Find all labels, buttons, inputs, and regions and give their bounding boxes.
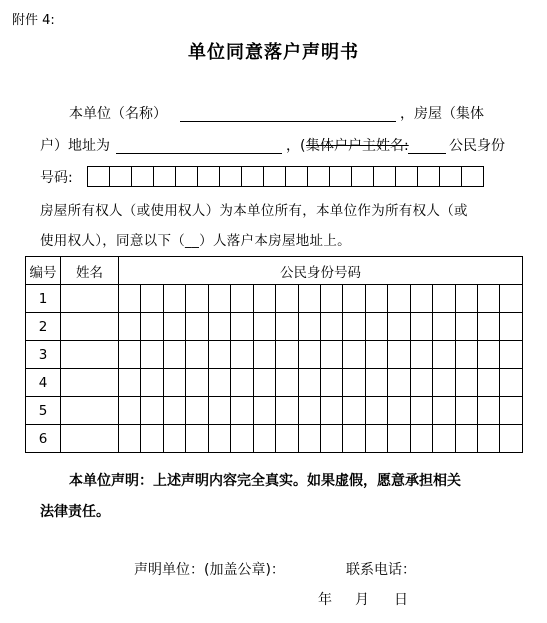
name-cell[interactable] [61,397,119,425]
citizen-id-digit-cell[interactable] [320,285,342,313]
citizen-id-digit-box[interactable] [373,166,396,187]
registrants-table [25,256,523,453]
citizen-id-digit-box[interactable] [109,166,132,187]
citizen-id-digit-box[interactable] [263,166,286,187]
citizen-id-digit-cell[interactable] [253,341,275,369]
citizen-id-digit-cell[interactable] [253,425,275,453]
citizen-id-digit-cell[interactable] [141,397,163,425]
citizen-id-digit-box[interactable] [153,166,176,187]
citizen-id-digit-cell[interactable] [163,369,185,397]
citizen-id-digit-cell[interactable] [365,313,387,341]
citizen-id-digit-box[interactable] [307,166,330,187]
citizen-id-digit-cell[interactable] [388,425,410,453]
housing-label: ，房屋（集体 [400,106,484,122]
citizen-id-digit-cell[interactable] [119,369,141,397]
header-number: 编号 [26,257,61,285]
citizen-id-digit-cell[interactable] [186,425,208,453]
citizen-id-digit-cell[interactable] [298,341,320,369]
unit-name-blank[interactable] [180,121,396,122]
name-cell[interactable] [61,341,119,369]
citizen-id-digit-box[interactable] [87,166,110,187]
citizen-id-digit-cell[interactable] [231,313,253,341]
declaring-unit-seal-label: 声明单位：(加盖公章)： [134,562,285,578]
citizen-id-digit-cell[interactable] [298,425,320,453]
citizen-id-digit-cell[interactable] [478,369,500,397]
citizen-id-digit-cell[interactable] [253,397,275,425]
row-number: 5 [26,397,61,425]
name-cell[interactable] [61,285,119,313]
citizen-id-digit-cell[interactable] [186,397,208,425]
citizen-id-label-a: 公民身份 [449,138,505,154]
citizen-id-digit-cell[interactable] [388,285,410,313]
citizen-id-digit-cell[interactable] [208,313,230,341]
citizen-id-digit-cell[interactable] [119,341,141,369]
ownership-paragraph-line2: 使用权人），同意以下（__）人落户本房屋地址上。 [40,233,351,249]
unit-name-label: 本单位（名称） [69,106,167,122]
citizen-id-digit-cell[interactable] [231,285,253,313]
citizen-id-digit-cell[interactable] [298,369,320,397]
citizen-id-digit-cell[interactable] [141,341,163,369]
row-number: 4 [26,369,61,397]
citizen-id-digit-cell[interactable] [478,397,500,425]
citizen-id-digit-cell[interactable] [343,341,365,369]
citizen-id-digit-cell[interactable] [276,313,298,341]
citizen-id-digit-cell[interactable] [231,397,253,425]
citizen-id-digit-cell[interactable] [343,425,365,453]
citizen-id-digit-cell[interactable] [410,369,432,397]
citizen-id-digit-box[interactable] [285,166,308,187]
citizen-id-digit-cell[interactable] [433,285,455,313]
citizen-id-digit-cell[interactable] [365,285,387,313]
citizen-id-digit-cell[interactable] [500,425,523,453]
citizen-id-digit-cell[interactable] [500,369,523,397]
citizen-id-digit-cell[interactable] [231,341,253,369]
citizen-id-digit-cell[interactable] [455,341,477,369]
citizen-id-digit-cell[interactable] [455,313,477,341]
citizen-id-digit-cell[interactable] [141,313,163,341]
citizen-id-digit-cell[interactable] [410,397,432,425]
citizen-id-digit-cell[interactable] [478,285,500,313]
name-cell[interactable] [61,369,119,397]
citizen-id-digit-cell[interactable] [500,397,523,425]
citizen-id-digit-cell[interactable] [186,313,208,341]
table-row [26,369,523,397]
citizen-id-digit-cell[interactable] [388,341,410,369]
citizen-id-digit-cell[interactable] [208,397,230,425]
table-row [26,397,523,425]
citizen-id-digit-box[interactable] [241,166,264,187]
citizen-id-digit-cell[interactable] [320,313,342,341]
citizen-id-digit-cell[interactable] [343,369,365,397]
citizen-id-digit-cell[interactable] [163,313,185,341]
document-title: 单位同意落户声明书 [188,42,359,63]
citizen-id-digit-cell[interactable] [343,313,365,341]
citizen-id-digit-cell[interactable] [433,425,455,453]
citizen-id-digit-cell[interactable] [208,425,230,453]
citizen-id-digit-box[interactable] [175,166,198,187]
citizen-id-digit-box[interactable] [351,166,374,187]
citizen-id-digit-box[interactable] [197,166,220,187]
row-number: 1 [26,285,61,313]
citizen-id-digit-cell[interactable] [455,369,477,397]
name-cell[interactable] [61,313,119,341]
citizen-id-digit-cell[interactable] [320,425,342,453]
citizen-id-digit-cell[interactable] [500,341,523,369]
citizen-id-digit-cell[interactable] [163,425,185,453]
citizen-id-digit-cell[interactable] [365,397,387,425]
citizen-id-digit-cell[interactable] [388,397,410,425]
citizen-id-digit-cell[interactable] [478,313,500,341]
citizen-id-digit-cell[interactable] [343,285,365,313]
citizen-id-digit-cell[interactable] [388,313,410,341]
row-number: 2 [26,313,61,341]
declaration-line1: 本单位声明：上述声明内容完全真实。如果虚假，愿意承担相关 [69,473,461,489]
citizen-id-digit-cell[interactable] [478,341,500,369]
table-row [26,341,523,369]
citizen-id-digit-cell[interactable] [276,341,298,369]
date-day-label: 日 [394,592,408,608]
address-label: 户）地址为 [40,138,110,154]
citizen-id-digit-cell[interactable] [410,425,432,453]
paren-open: ，( [286,138,306,154]
citizen-id-digit-cell[interactable] [141,425,163,453]
citizen-id-digit-cell[interactable] [410,341,432,369]
citizen-id-digit-cell[interactable] [231,425,253,453]
declaration-line2: 法律责任。 [40,504,110,520]
citizen-id-digit-cell[interactable] [298,285,320,313]
citizen-id-label-b: 号码: [40,170,73,186]
row-number: 3 [26,341,61,369]
citizen-id-digit-box[interactable] [439,166,462,187]
citizen-id-digit-cell[interactable] [186,285,208,313]
attachment-label: 附件 4: [12,13,55,28]
citizen-id-digit-box[interactable] [417,166,440,187]
citizen-id-digit-cell[interactable] [455,397,477,425]
date-year-label: 年 [318,592,332,608]
citizen-id-digit-cell[interactable] [163,341,185,369]
date-month-label: 月 [355,592,369,608]
citizen-id-digit-cell[interactable] [500,313,523,341]
table-row [26,313,523,341]
citizen-id-digit-cell[interactable] [119,285,141,313]
household-head-struck-label: 集体户户主姓名: [306,138,409,154]
citizen-id-digit-cell[interactable] [410,285,432,313]
citizen-id-digit-cell[interactable] [410,313,432,341]
citizen-id-digit-cell[interactable] [298,397,320,425]
citizen-id-digit-cell[interactable] [500,285,523,313]
citizen-id-digit-cell[interactable] [253,369,275,397]
table-header-row [26,257,523,285]
citizen-id-digit-box[interactable] [219,166,242,187]
ownership-paragraph-line1: 房屋所有权人（或使用权人）为本单位所有，本单位作为所有权人（或 [40,203,468,219]
citizen-id-digit-cell[interactable] [478,425,500,453]
citizen-id-digit-box[interactable] [395,166,418,187]
citizen-id-digit-cell[interactable] [365,341,387,369]
citizen-id-digit-cell[interactable] [208,341,230,369]
contact-phone-label: 联系电话： [346,562,416,578]
citizen-id-digit-cell[interactable] [276,425,298,453]
address-blank[interactable] [116,153,282,154]
citizen-id-digit-cell[interactable] [343,397,365,425]
citizen-id-digit-cell[interactable] [455,285,477,313]
citizen-id-digit-cell[interactable] [208,285,230,313]
citizen-id-digit-cell[interactable] [119,313,141,341]
citizen-id-digit-cell[interactable] [208,369,230,397]
citizen-id-digit-cell[interactable] [388,369,410,397]
header-citizen-id: 公民身份号码 [119,257,523,285]
citizen-id-digit-cell[interactable] [433,313,455,341]
table-row [26,285,523,313]
citizen-id-digit-cell[interactable] [253,285,275,313]
header-name: 姓名 [61,257,119,285]
citizen-id-digit-cell[interactable] [141,369,163,397]
citizen-id-digit-cell[interactable] [276,369,298,397]
household-head-blank[interactable] [408,153,446,154]
citizen-id-digit-box[interactable] [461,166,484,187]
citizen-id-digit-cell[interactable] [119,397,141,425]
citizen-id-digit-cell[interactable] [231,369,253,397]
citizen-id-digit-cell[interactable] [433,341,455,369]
citizen-id-digit-cell[interactable] [320,369,342,397]
citizen-id-digit-cell[interactable] [433,369,455,397]
citizen-id-digit-cell[interactable] [320,397,342,425]
citizen-id-digit-cell[interactable] [163,285,185,313]
citizen-id-digit-cell[interactable] [253,313,275,341]
citizen-id-digit-box[interactable] [329,166,352,187]
citizen-id-digit-cell[interactable] [276,397,298,425]
citizen-id-digit-cell[interactable] [119,425,141,453]
citizen-id-digit-cell[interactable] [186,341,208,369]
citizen-id-digit-cell[interactable] [298,313,320,341]
citizen-id-digit-cell[interactable] [276,285,298,313]
citizen-id-digit-cell[interactable] [365,369,387,397]
citizen-id-boxes[interactable] [87,166,483,187]
citizen-id-digit-cell[interactable] [320,341,342,369]
citizen-id-digit-cell[interactable] [365,425,387,453]
citizen-id-digit-box[interactable] [131,166,154,187]
citizen-id-digit-cell[interactable] [433,397,455,425]
name-cell[interactable] [61,425,119,453]
citizen-id-digit-cell[interactable] [186,369,208,397]
citizen-id-digit-cell[interactable] [455,425,477,453]
citizen-id-digit-cell[interactable] [163,397,185,425]
citizen-id-digit-cell[interactable] [141,285,163,313]
row-number: 6 [26,425,61,453]
table-row [26,425,523,453]
